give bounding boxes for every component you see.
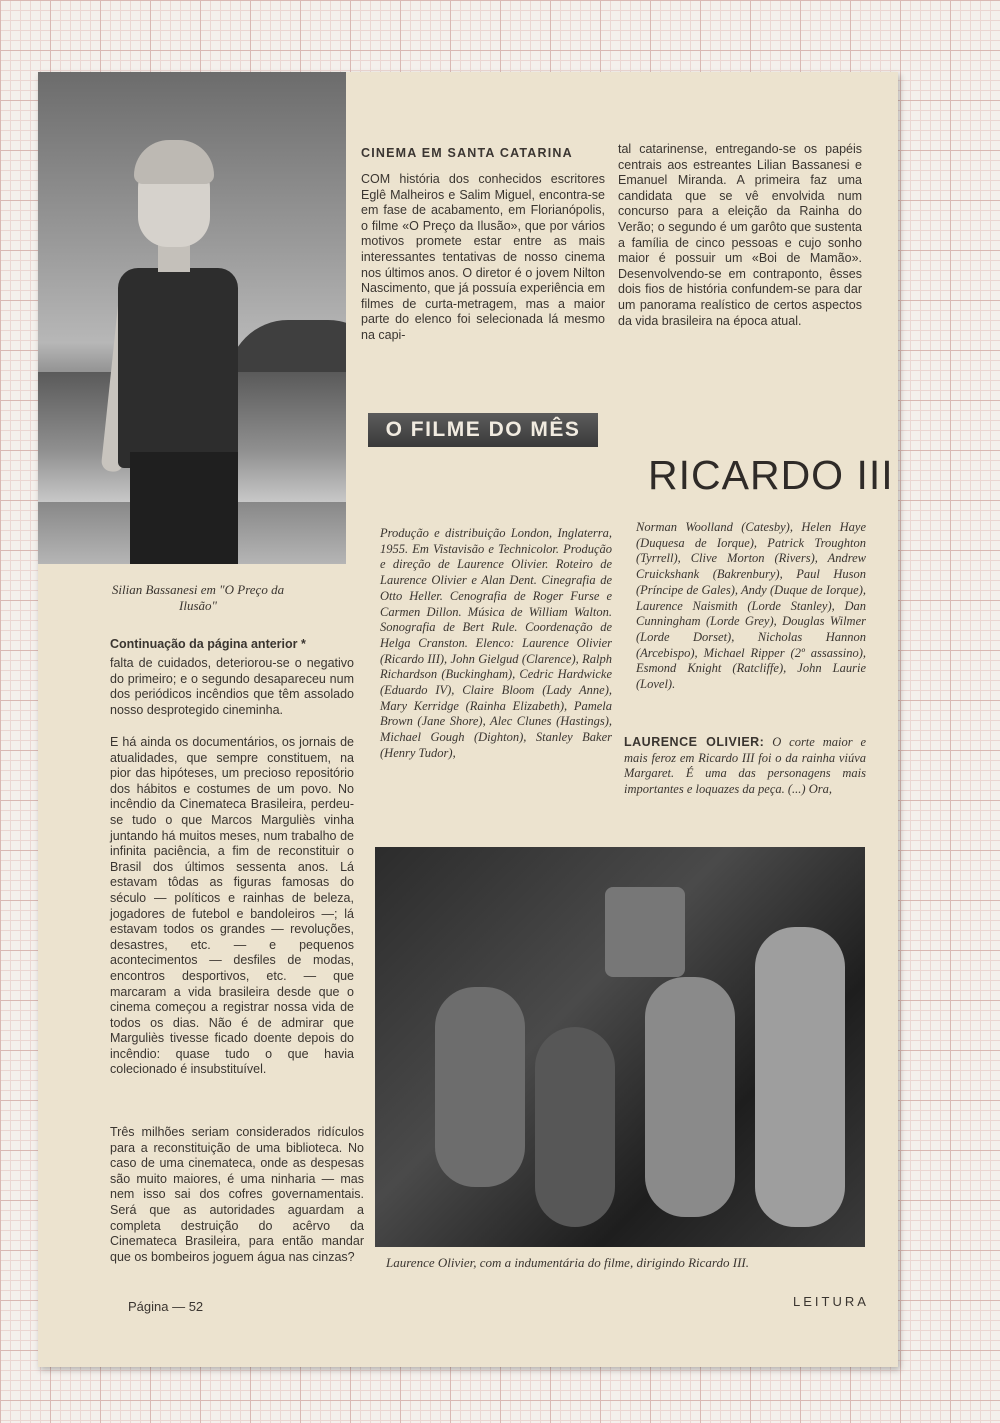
photo-top-caption: Silian Bassanesi em "O Preço da Ilusão"	[111, 582, 285, 613]
magazine-page	[38, 72, 898, 1367]
continuation-p1: falta de cuidados, deteriorou-se o negativo do primeiro; e o segundo desapareceu num dos periódicos incêndios que têm assolado nosso desprotegido cineminha.	[110, 656, 354, 717]
article-heading: CINEMA EM SANTA CATARINA	[361, 146, 573, 160]
photo-bottom-caption: Laurence Olivier, com a indumentária do filme, dirigindo Ricardo III.	[386, 1255, 749, 1270]
credits-col1: Produção e distribuição London, Inglaterra, 1955. Em Vistavisão e Technicolor. Produção e direção de Laurence Olivier. Roteiro de Laurence Olivier e Alan Dent. Cinegrafia de Otto Heller. Cenografia de Roger Furse e Carmen Dillon. Música de William Walton. Sonografia de Bert Rule. Coordenação de Helga Cranston. Elenco: Laurence Olivier (Ricardo III), John Gielgud (Clarence), Ralph Richardson (Buckingham), Cedric Hardwicke (Eduardo IV), Claire Bloom (Lady Anne), Mary Kerridge (Rainha Elizabeth), Pamela Brown (Jane Shore), Alec Clunes (Hastings), Michael Gough (Dighton), Stanley Baker (Henry Tudor),	[380, 526, 612, 760]
photo-figure-hair	[134, 140, 214, 184]
actress-photo	[38, 72, 346, 564]
olivier-lead: LAURENCE OLIVIER:	[624, 735, 765, 749]
film-of-month-banner: O FILME DO MÊS	[368, 413, 598, 447]
continuation-p3: Três milhões seriam considerados ridículos para a reconstituição de uma biblioteca. No caso de uma cinemateca, onde as despesas são muito maiores, é uma ninharia — mas nem isso sai dos cofres governamentais. Será que as autoridades aguardam a completa destruição do acêrvo da Cinemateca Brasileira, para então mandar que os bombeiros joguem água nas cinzas?	[110, 1125, 364, 1264]
credits-col2: Norman Woolland (Catesby), Helen Haye (Duquesa de Iorque), Patrick Troughton (Tyrrell), Clive Morton (Rivers), Andrew Cruickshank (Bakrenbury), Paul Huson (Príncipe de Gales), Andy (Duque de Iorque), Laurence Naismith (Lorde Stanley), Dan Cunningham (Lorde Grey), Douglas Wilmer (Lorde Dorset), Nicholas Hannon (Arcebispo), Michael Ripper (2º assassino), Esmond Knight (Ratcliffe), John Laurie (Lovel).	[636, 520, 866, 692]
photo-figure-4	[755, 927, 845, 1227]
article-col2: tal catarinense, entregando-se os papéis centrais aos estreantes Lilian Bassanesi e Emanuel Miranda. A primeira faz uma candidata que se vê envolvida num concurso para a eleição da Rainha do Verão; o segundo é um garôto que sustenta a família de cinco pessoas e cujo sonho maior é possuir um «Boi de Mamão». Desenvolvendo-se em contraponto, êsses dois fios de história confundem-se para dar um panorama realístico de certos aspectos da vida brasileira na época atual.	[618, 142, 862, 328]
continuation-p2: E há ainda os documentários, os jornais de atualidades, que sempre constituem, na pior das hipóteses, um precioso repositório dos hábitos e costumes de um povo. No incêndio da Cinemateca Brasileira, perdeu-se tudo o que Marcos Marguliès vinha juntando há muitos meses, num trabalho de infinita paciência, a fim de reconstituir o Brasil dos últimos sessenta anos. Lá estavam tôdas as figuras famosas do século — políticos e rainhas de beleza, jogadores de futebol e bandoleiros —; lá estavam todos os grandes — revoluções, desastres, etc. — e pequenos acontecimentos — desfiles de modas, encontros desportivos, etc. — que marcaram a vida brasileira desde que o cinema começou a registrar nossa vida de todos os dias. Não é de admirar que Marguliès tivesse ficado doente depois do incêndio: quase tudo o que havia colecionado é insubstituível.	[110, 735, 354, 1077]
photo-figure-2	[535, 1027, 615, 1227]
article-col1: COM história dos conhecidos escritores Eglê Malheiros e Salim Miguel, encontra-se em fase de acabamento, em Florianópolis, o filme «O Preço da Ilusão», que por vários motivos promete estar entre as mais interessantes tentativas de nosso cinema nos últimos anos. O diretor é o jovem Nilton Nascimento, que já possuía experiência em filmes de curta-metragem, mas a maior parte do elenco foi selecionada lá mesmo na capi-	[361, 172, 605, 342]
continuation-heading: Continuação da página anterior *	[110, 637, 306, 651]
olivier-text: O corte maior e mais feroz em Ricardo III foi o da rainha viúva Margaret. É uma das personagens mais importantes e loquazes da peça. (...) Ora,	[624, 735, 867, 797]
olivier-paragraph	[624, 735, 866, 798]
film-set-photo	[375, 847, 865, 1247]
magazine-name: LEITURA	[793, 1294, 869, 1309]
photo-hill	[228, 320, 346, 380]
photo-figure-3	[645, 977, 735, 1217]
photo-figure-skirt	[130, 452, 238, 564]
photo-camera	[605, 887, 685, 977]
photo-figure-body	[118, 268, 238, 468]
page-number: Página — 52	[128, 1299, 204, 1314]
film-title: RICARDO III	[648, 452, 894, 498]
photo-figure-1	[435, 987, 525, 1187]
